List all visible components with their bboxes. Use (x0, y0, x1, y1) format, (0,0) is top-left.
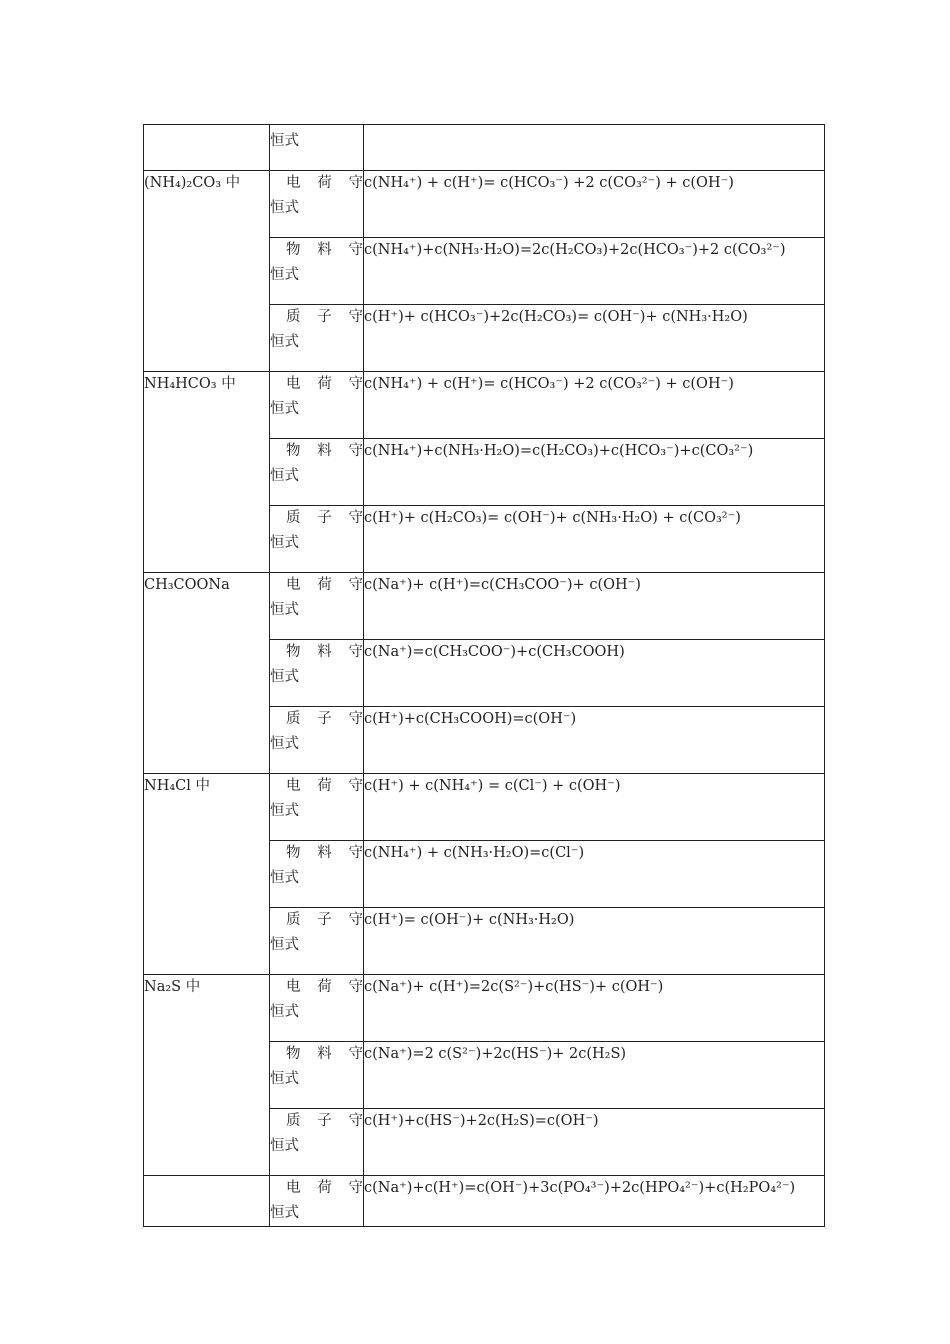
table-row (144, 774, 825, 841)
table-row (144, 975, 825, 1042)
type-label-line2: 恒式 (270, 334, 299, 350)
type-cell (270, 707, 364, 774)
type-label-line2: 恒式 (270, 535, 299, 551)
equation-cell: c(H⁺)+ c(H₂CO₃)= c(OH⁻)+ c(NH₃·H₂O) + c(CO₃²⁻) (364, 506, 825, 573)
type-cell (270, 841, 364, 908)
type-label-line2: 恒式 (270, 1138, 299, 1154)
type-label-line1: 物 料 守 (286, 443, 363, 459)
type-label-line2: 恒式 (270, 937, 299, 953)
type-label-line2: 恒式 (270, 669, 299, 685)
salt-cell: (NH₄)₂CO₃ 中 (144, 171, 270, 372)
type-label-line1: 电 荷 守 (286, 577, 363, 593)
table-row (144, 125, 825, 171)
type-cell (270, 305, 364, 372)
type-label-line1: 质 子 守 (286, 711, 363, 727)
equation-cell: c(NH₄⁺)+c(NH₃·H₂O)=c(H₂CO₃)+c(HCO₃⁻)+c(CO₃²⁻) (364, 439, 825, 506)
table-row (144, 1176, 825, 1227)
type-label-line2: 恒式 (270, 870, 299, 886)
equation-cell: c(H⁺) + c(NH₄⁺) = c(Cl⁻) + c(OH⁻) (364, 774, 825, 841)
type-label-line1: 物 料 守 (286, 845, 363, 861)
equation-cell: c(Na⁺)+ c(H⁺)=c(CH₃COO⁻)+ c(OH⁻) (364, 573, 825, 640)
type-cell (270, 640, 364, 707)
equation-cell: c(H⁺)+c(CH₃COOH)=c(OH⁻) (364, 707, 825, 774)
type-label-line1: 电 荷 守 (286, 1180, 363, 1196)
type-label-line2: 恒式 (270, 267, 299, 283)
type-cell (270, 1109, 364, 1176)
type-label-line2: 恒式 (270, 803, 299, 819)
type-label-line1: 物 料 守 (286, 242, 363, 258)
conservation-table (143, 124, 825, 1227)
type-label-line1: 电 荷 守 (286, 778, 363, 794)
equation-cell: c(NH₄⁺) + c(H⁺)= c(HCO₃⁻) +2 c(CO₃²⁻) + c(OH⁻) (364, 171, 825, 238)
equation-cell: c(NH₄⁺)+c(NH₃·H₂O)=2c(H₂CO₃)+2c(HCO₃⁻)+2 c(CO₃²⁻) (364, 238, 825, 305)
equation-cell (364, 125, 825, 171)
type-label-line2: 恒式 (270, 1071, 299, 1087)
type-label-line1: 质 子 守 (286, 1113, 363, 1129)
salt-cell (144, 125, 270, 171)
type-cell (270, 1042, 364, 1109)
type-label-line1: 电 荷 守 (286, 979, 363, 995)
type-label-line1: 质 子 守 (286, 510, 363, 526)
type-label-line1: 质 子 守 (286, 309, 363, 325)
type-label-line2: 恒式 (270, 468, 299, 484)
type-cell (270, 439, 364, 506)
type-label-line1: 电 荷 守 (286, 175, 363, 191)
equation-cell: c(Na⁺)=c(CH₃COO⁻)+c(CH₃COOH) (364, 640, 825, 707)
equation-cell: c(NH₄⁺) + c(NH₃·H₂O)=c(Cl⁻) (364, 841, 825, 908)
type-label-line2: 恒式 (270, 602, 299, 618)
equation-cell: c(H⁺)+c(HS⁻)+2c(H₂S)=c(OH⁻) (364, 1109, 825, 1176)
salt-cell: NH₄HCO₃ 中 (144, 372, 270, 573)
type-cell (270, 573, 364, 640)
type-cell (270, 506, 364, 573)
type-label-line1: 物 料 守 (286, 644, 363, 660)
equation-cell: c(Na⁺)+c(H⁺)=c(OH⁻)+3c(PO₄³⁻)+2c(HPO₄²⁻)+c(H₂PO₄²⁻) (364, 1176, 825, 1227)
type-label-line2: 恒式 (270, 200, 299, 216)
table-row (144, 372, 825, 439)
type-label-line1: 电 荷 守 (286, 376, 363, 392)
type-cell (270, 1176, 364, 1227)
type-cell (270, 975, 364, 1042)
type-label-line2: 恒式 (270, 401, 299, 417)
salt-cell (144, 1176, 270, 1227)
table-row (144, 171, 825, 238)
type-cell (270, 171, 364, 238)
type-label-line1: 质 子 守 (286, 912, 363, 928)
equation-cell: c(H⁺)= c(OH⁻)+ c(NH₃·H₂O) (364, 908, 825, 975)
type-label-line2: 恒式 (270, 133, 299, 149)
equation-cell: c(Na⁺)+ c(H⁺)=2c(S²⁻)+c(HS⁻)+ c(OH⁻) (364, 975, 825, 1042)
type-cell (270, 125, 364, 171)
type-cell (270, 238, 364, 305)
type-cell (270, 774, 364, 841)
type-label-line1: 物 料 守 (286, 1046, 363, 1062)
salt-cell: Na₂S 中 (144, 975, 270, 1176)
type-label-line2: 恒式 (270, 736, 299, 752)
type-label-line2: 恒式 (270, 1004, 299, 1020)
salt-cell: CH₃COONa (144, 573, 270, 774)
salt-cell: NH₄Cl 中 (144, 774, 270, 975)
equation-cell: c(NH₄⁺) + c(H⁺)= c(HCO₃⁻) +2 c(CO₃²⁻) + c(OH⁻) (364, 372, 825, 439)
type-label-line2: 恒式 (270, 1205, 299, 1221)
equation-cell: c(H⁺)+ c(HCO₃⁻)+2c(H₂CO₃)= c(OH⁻)+ c(NH₃·H₂O) (364, 305, 825, 372)
table-row (144, 573, 825, 640)
type-cell (270, 908, 364, 975)
type-cell (270, 372, 364, 439)
equation-cell: c(Na⁺)=2 c(S²⁻)+2c(HS⁻)+ 2c(H₂S) (364, 1042, 825, 1109)
